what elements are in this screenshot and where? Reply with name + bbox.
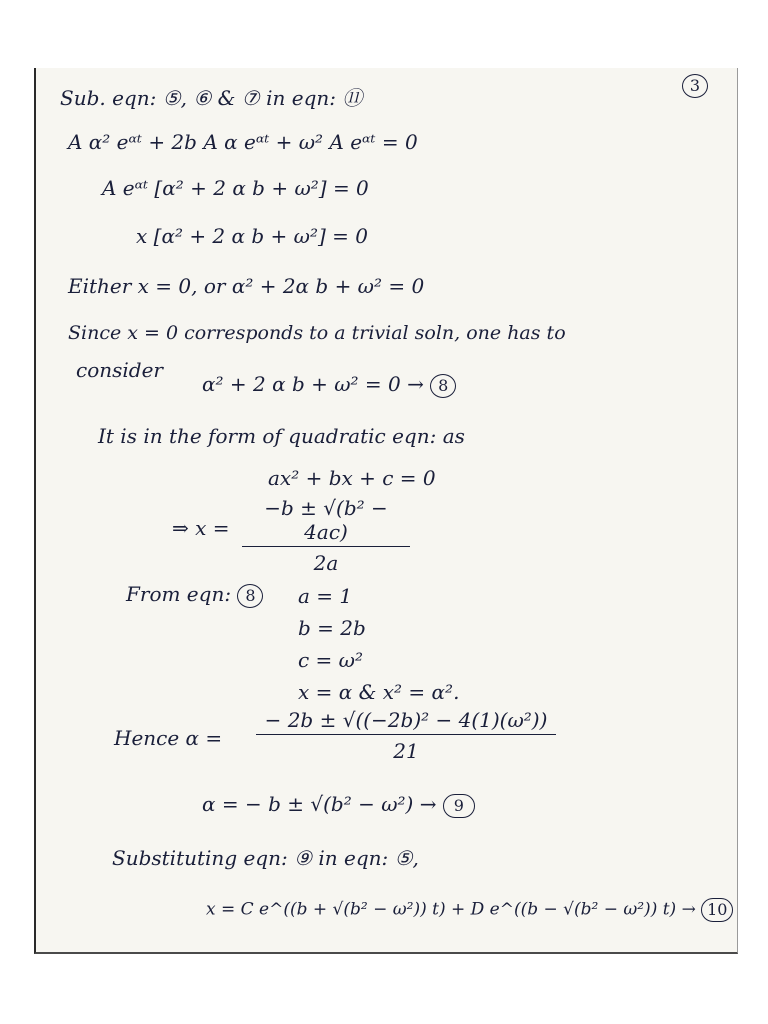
- line-general-quadratic: ax² + bx + c = 0: [268, 466, 436, 490]
- quadratic-formula-numerator: −b ± √(b² − 4ac): [264, 496, 388, 544]
- line-either-or: Either x = 0, or α² + 2α b + ω² = 0: [68, 274, 425, 298]
- coefficient-b: b = 2b: [298, 616, 366, 640]
- line-final-solution: [206, 898, 733, 922]
- alpha-fraction: [256, 708, 556, 763]
- quadratic-formula-denominator: 2a: [313, 551, 339, 575]
- from-eqn-label: From eqn:: [126, 582, 232, 606]
- characteristic-equation-text: α² + 2 α b + ω² = 0 →: [202, 372, 424, 396]
- quadratic-formula-lhs: ⇒ x =: [172, 516, 230, 540]
- line-from-eqn: [126, 582, 263, 608]
- coefficient-c: c = ω²: [298, 648, 363, 672]
- alpha-result-text: α = − b ± √(b² − ω²) →: [202, 792, 437, 816]
- line-characteristic-equation: [202, 372, 456, 398]
- line-substitution-header: Sub. eqn: ⑤, ⑥ & ⑦ in eqn: ⑪: [60, 86, 363, 110]
- notebook-page: [34, 68, 738, 954]
- page-number: 3: [682, 72, 708, 98]
- line-trivial-solution: Since x = 0 corresponds to a trivial soln, one has to: [68, 322, 566, 344]
- final-solution-text: x = C e^((b + √(b² − ω²)) t) + D e^((b − √(b² − ω²)) t) →: [206, 899, 696, 920]
- line-alpha-result: [202, 792, 475, 818]
- equation-tag-10: 10: [701, 898, 733, 922]
- quadratic-formula-fraction: [242, 496, 410, 575]
- line-quadratic-form-intro: It is in the form of quadratic eqn: as: [98, 424, 465, 448]
- alpha-denominator: 21: [393, 739, 419, 763]
- line-consider-word: consider: [76, 358, 163, 382]
- hence-alpha-lhs: Hence α =: [114, 726, 223, 750]
- x-substitution: x = α & x² = α².: [298, 680, 460, 704]
- alpha-numerator: − 2b ± √((−2b)² − 4(1)(ω²)): [264, 708, 548, 732]
- line-x-bracket-equation: x [α² + 2 α b + ω²] = 0: [136, 224, 368, 248]
- line-substituted-equation: A α² eᵅᵗ + 2b A α eᵅᵗ + ω² A eᵅᵗ = 0: [68, 130, 418, 154]
- line-factored-equation: A eᵅᵗ [α² + 2 α b + ω²] = 0: [102, 176, 369, 200]
- equation-tag-8: 8: [430, 374, 456, 398]
- line-substituting: Substituting eqn: ⑨ in eqn: ⑤,: [112, 846, 419, 870]
- equation-tag-9: 9: [443, 794, 475, 818]
- coefficient-a: a = 1: [298, 584, 353, 608]
- equation-tag-8-ref: 8: [237, 584, 263, 608]
